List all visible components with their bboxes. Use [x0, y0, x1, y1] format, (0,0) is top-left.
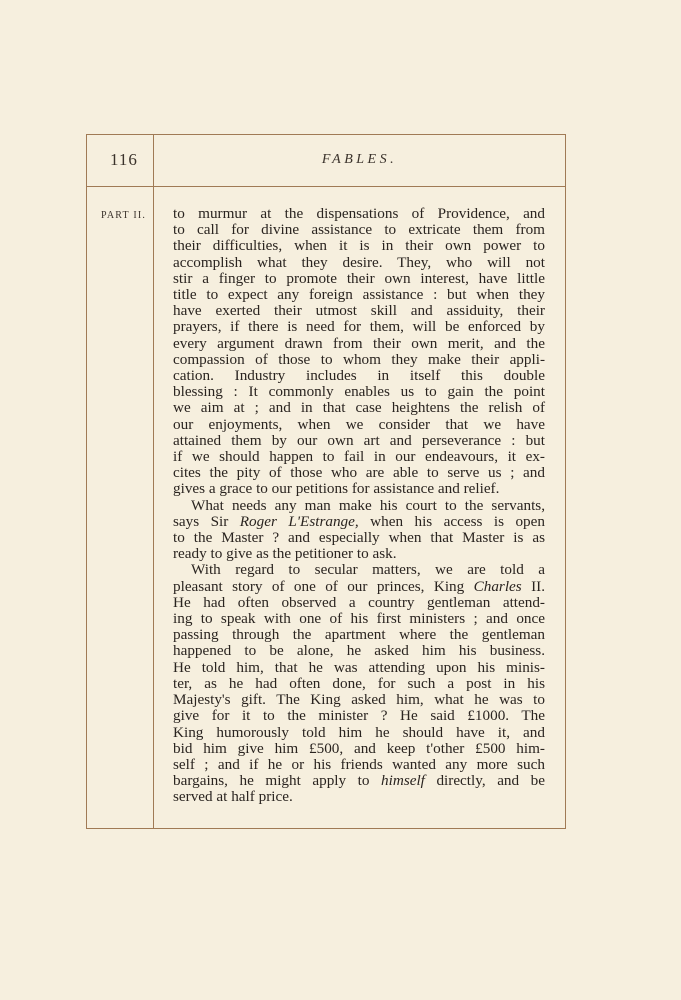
- text-line: [173, 773, 545, 789]
- text-line: [173, 579, 545, 595]
- margin-note: PART II.: [101, 210, 147, 221]
- italic-word: himself: [381, 772, 425, 790]
- text-run: bargains, he might apply to: [173, 772, 382, 790]
- italic-name: Charles: [473, 577, 522, 595]
- text-line: He had often observed a country gentleman attend-: [173, 593, 545, 611]
- text-line: ter, as he had often done, for such a post in his: [173, 674, 545, 692]
- page-number: 116: [110, 150, 138, 169]
- text-line: accomplish what they desire. They, who will not: [173, 253, 545, 271]
- text-line: every argument drawn from their own merit, and the: [173, 334, 545, 352]
- text-run: when his access is open: [358, 512, 545, 530]
- text-line: to murmur at the dispensations of Providence, and: [173, 205, 545, 222]
- text-line: [173, 514, 545, 530]
- text-line: prayers, if there is need for them, will be enforced by: [173, 318, 545, 336]
- header-rule: [86, 186, 566, 187]
- text-line: to call for divine assistance to extricate them from: [173, 221, 545, 239]
- text-line: cites the pity of those who are able to serve us ; and: [173, 464, 545, 482]
- text-line: we aim at ; and in that case heightens the relish of: [173, 399, 545, 417]
- text-line: title to expect any foreign assistance : but when they: [173, 286, 545, 304]
- text-line: passing through the apartment where the gentleman: [173, 626, 545, 644]
- text-line: What needs any man make his court to the servants,: [191, 496, 545, 514]
- text-line: With regard to secular matters, we are told a: [191, 561, 545, 579]
- italic-name: Roger L'Estrange,: [239, 512, 359, 530]
- margin-column-rule: [153, 134, 154, 829]
- text-line: bid him give him £500, and keep t'other £500 him-: [173, 739, 545, 757]
- text-line: to the Master ? and especially when that Master is as: [173, 529, 545, 547]
- text-run: directly, and be: [424, 772, 545, 790]
- text-line: attained them by our own art and perseverance : but: [173, 431, 545, 449]
- text-line: our enjoyments, when we consider that we have: [173, 415, 545, 433]
- text-line: if we should happen to fail in our endeavours, it ex-: [173, 448, 545, 466]
- text-line: stir a finger to promote their own interest, have little: [173, 269, 545, 287]
- text-line: give for it to the minister ? He said £1000. The: [173, 707, 545, 725]
- body-text: [173, 206, 545, 806]
- text-run: pleasant story of one of our princes, King: [173, 577, 474, 595]
- text-line: gives a grace to our petitions for assistance and relief.: [173, 480, 500, 498]
- text-line: served at half price.: [173, 788, 293, 806]
- text-line: Majesty's gift. The King asked him, what he was to: [173, 691, 545, 709]
- text-line: compassion of those to whom they make their appli-: [173, 350, 545, 368]
- text-run: II.: [521, 577, 546, 595]
- running-title: FABLES.: [321, 152, 398, 167]
- text-line: self ; and if he or his friends wanted any more such: [173, 755, 545, 773]
- text-line: He told him, that he was attending upon his minis-: [173, 658, 545, 676]
- text-line: have exerted their utmost skill and assiduity, their: [173, 302, 545, 320]
- text-line: their difficulties, when it is in their own power to: [173, 237, 545, 255]
- text-line: blessing : It commonly enables us to gain the point: [173, 383, 545, 401]
- text-line: King humorously told him he should have it, and: [173, 723, 545, 741]
- text-line: happened to be alone, he asked him his business.: [173, 642, 545, 660]
- text-line: ready to give as the petitioner to ask.: [173, 545, 397, 563]
- text-line: cation. Industry includes in itself this double: [173, 367, 545, 385]
- text-line: ing to speak with one of his first ministers ; and once: [173, 610, 545, 628]
- text-run: says Sir: [173, 512, 240, 530]
